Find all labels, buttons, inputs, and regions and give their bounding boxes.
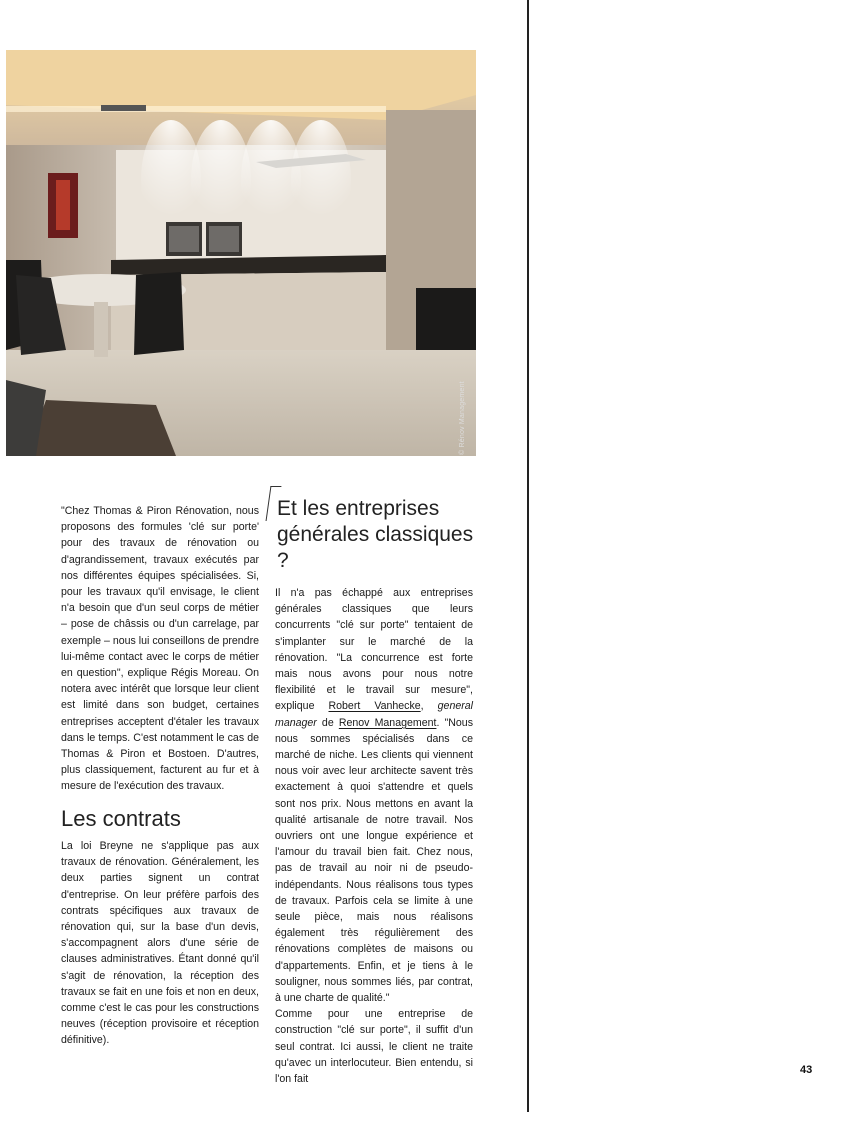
p1-end: . "Nous nous sommes spécialisés dans ce marché de niche. Les clients qui viennent nous voir avec leur architecte savent très exactement à quoi s'attendre et quels sont nos prix. Nous mettons en avant la qualité artisanale de notre travail. Nos ouvriers ont une longue expérience et l'amour du travail bien fait. Chez nous, pas de travail au noir ni de pseudo-indépendants. Nous réalisons tous types de travaux. Parfois cela se limite à une seule pièce, mais nous réalisons également très régulièrement des rénovations complètes de maisons ou d'appartements. Enfin, et je tiens à le souligner, nous sommes liés, par contrat, à une charte de qualité." <box>275 716 473 1005</box>
de-word: de <box>316 716 339 729</box>
section-heading-contrats: Les contrats <box>61 806 181 831</box>
kitchen-illustration <box>6 50 476 456</box>
person-name: Robert Vanhecke <box>328 700 421 713</box>
section-heading-entreprises: Et les entreprises générales classiques ? <box>277 497 474 572</box>
kitchen-photo <box>6 50 476 456</box>
photo-credit: © Rénov Management <box>459 381 466 455</box>
contrats-column <box>61 838 259 1049</box>
company-name: Renov Management <box>338 716 437 729</box>
contrats-paragraph: La loi Breyne ne s'applique pas aux travaux de rénovation. Généralement, les deux parties signent un contrat d'entreprise. On leur préfère parfois des contrats spécifiques aux travaux de rénovation qui, sur la base d'un devis, s'accompagnent alors d'une série de clauses administratives. Étant donné qu'il s'agit de rénovation, la réception des travaux se fait en une fois et non en deux, comme c'est le cas pour les constructions neuves (réception provisoire et réception définitive). <box>61 840 259 1047</box>
right-column <box>275 585 473 1087</box>
p1-start: Il n'a pas échappé aux entreprises générales classiques que leurs concurrents "clé sur porte" tentaient de s'implanter sur le marché de la rénovation. "La concurrence est forte mais nous avons pour nous notre flexibilité et le travail sur mesure", explique <box>275 587 473 713</box>
person-role: general manager <box>275 700 473 729</box>
cle-sur-porte-paragraph: Comme pour une entreprise de construction "clé sur porte", il suffit d'un seul contrat. Ici aussi, le client ne traite qu'avec un interlocuteur. Bien entendu, si l'on fait <box>275 1008 473 1086</box>
left-column <box>61 503 259 795</box>
intro-paragraph: "Chez Thomas & Piron Rénovation, nous proposons des formules 'clé sur porte' pour des travaux de rénovation ou d'agrandissement, travaux exécutés par nos différentes équipes spécialisées. Si, pour les travaux qu'il envisage, le client n'a besoin que d'un seul corps de métier – pose de châssis ou d'un carrelage, par exemple – nous lui conseillons de prendre lui-même contact avec le corps de métier en question", explique Régis Moreau. On notera avec intérêt que lorsque leur client est limité dans son budget, certaines entreprises acceptent d'étaler les travaux dans le temps. C'est notamment le cas de Thomas & Piron et Bostoen. D'autres, plus classiquement, facturent au fur et à mesure de l'exécution des travaux. <box>61 505 259 793</box>
vanhecke-paragraph: Il n'a pas échappé aux entreprises générales classiques que leurs concurrents "clé sur porte" tentaient de s'implanter sur le marché de la rénovation. "La concurrence est forte mais nous avons pour nous notre flexibilité et le travail sur mesure", explique Robert Vanhecke, general manager de Renov Management. "Nous nous sommes spécialisés dans ce marché de niche. Les clients qui viennent nous voir avec leur architecte savent très exactement à quoi s'attendre et quels sont nos prix. Nous mettons en avant la qualité artisanale de notre travail. Nos ouvriers ont une longue expérience et l'amour du travail bien fait. Chez nous, pas de travail au noir ni de pseudo-indépendants. Nous réalisons tous types de travaux. Parfois cela se limite à une seule pièce, mais nous réalisons également très régulièrement des rénovations complètes de maisons ou d'appartements. Enfin, et je tiens à le souligner, nous sommes liés, par contrat, à une charte de qualité." <box>275 587 473 1005</box>
column-divider <box>527 0 529 1112</box>
page-number: 43 <box>800 1064 813 1076</box>
